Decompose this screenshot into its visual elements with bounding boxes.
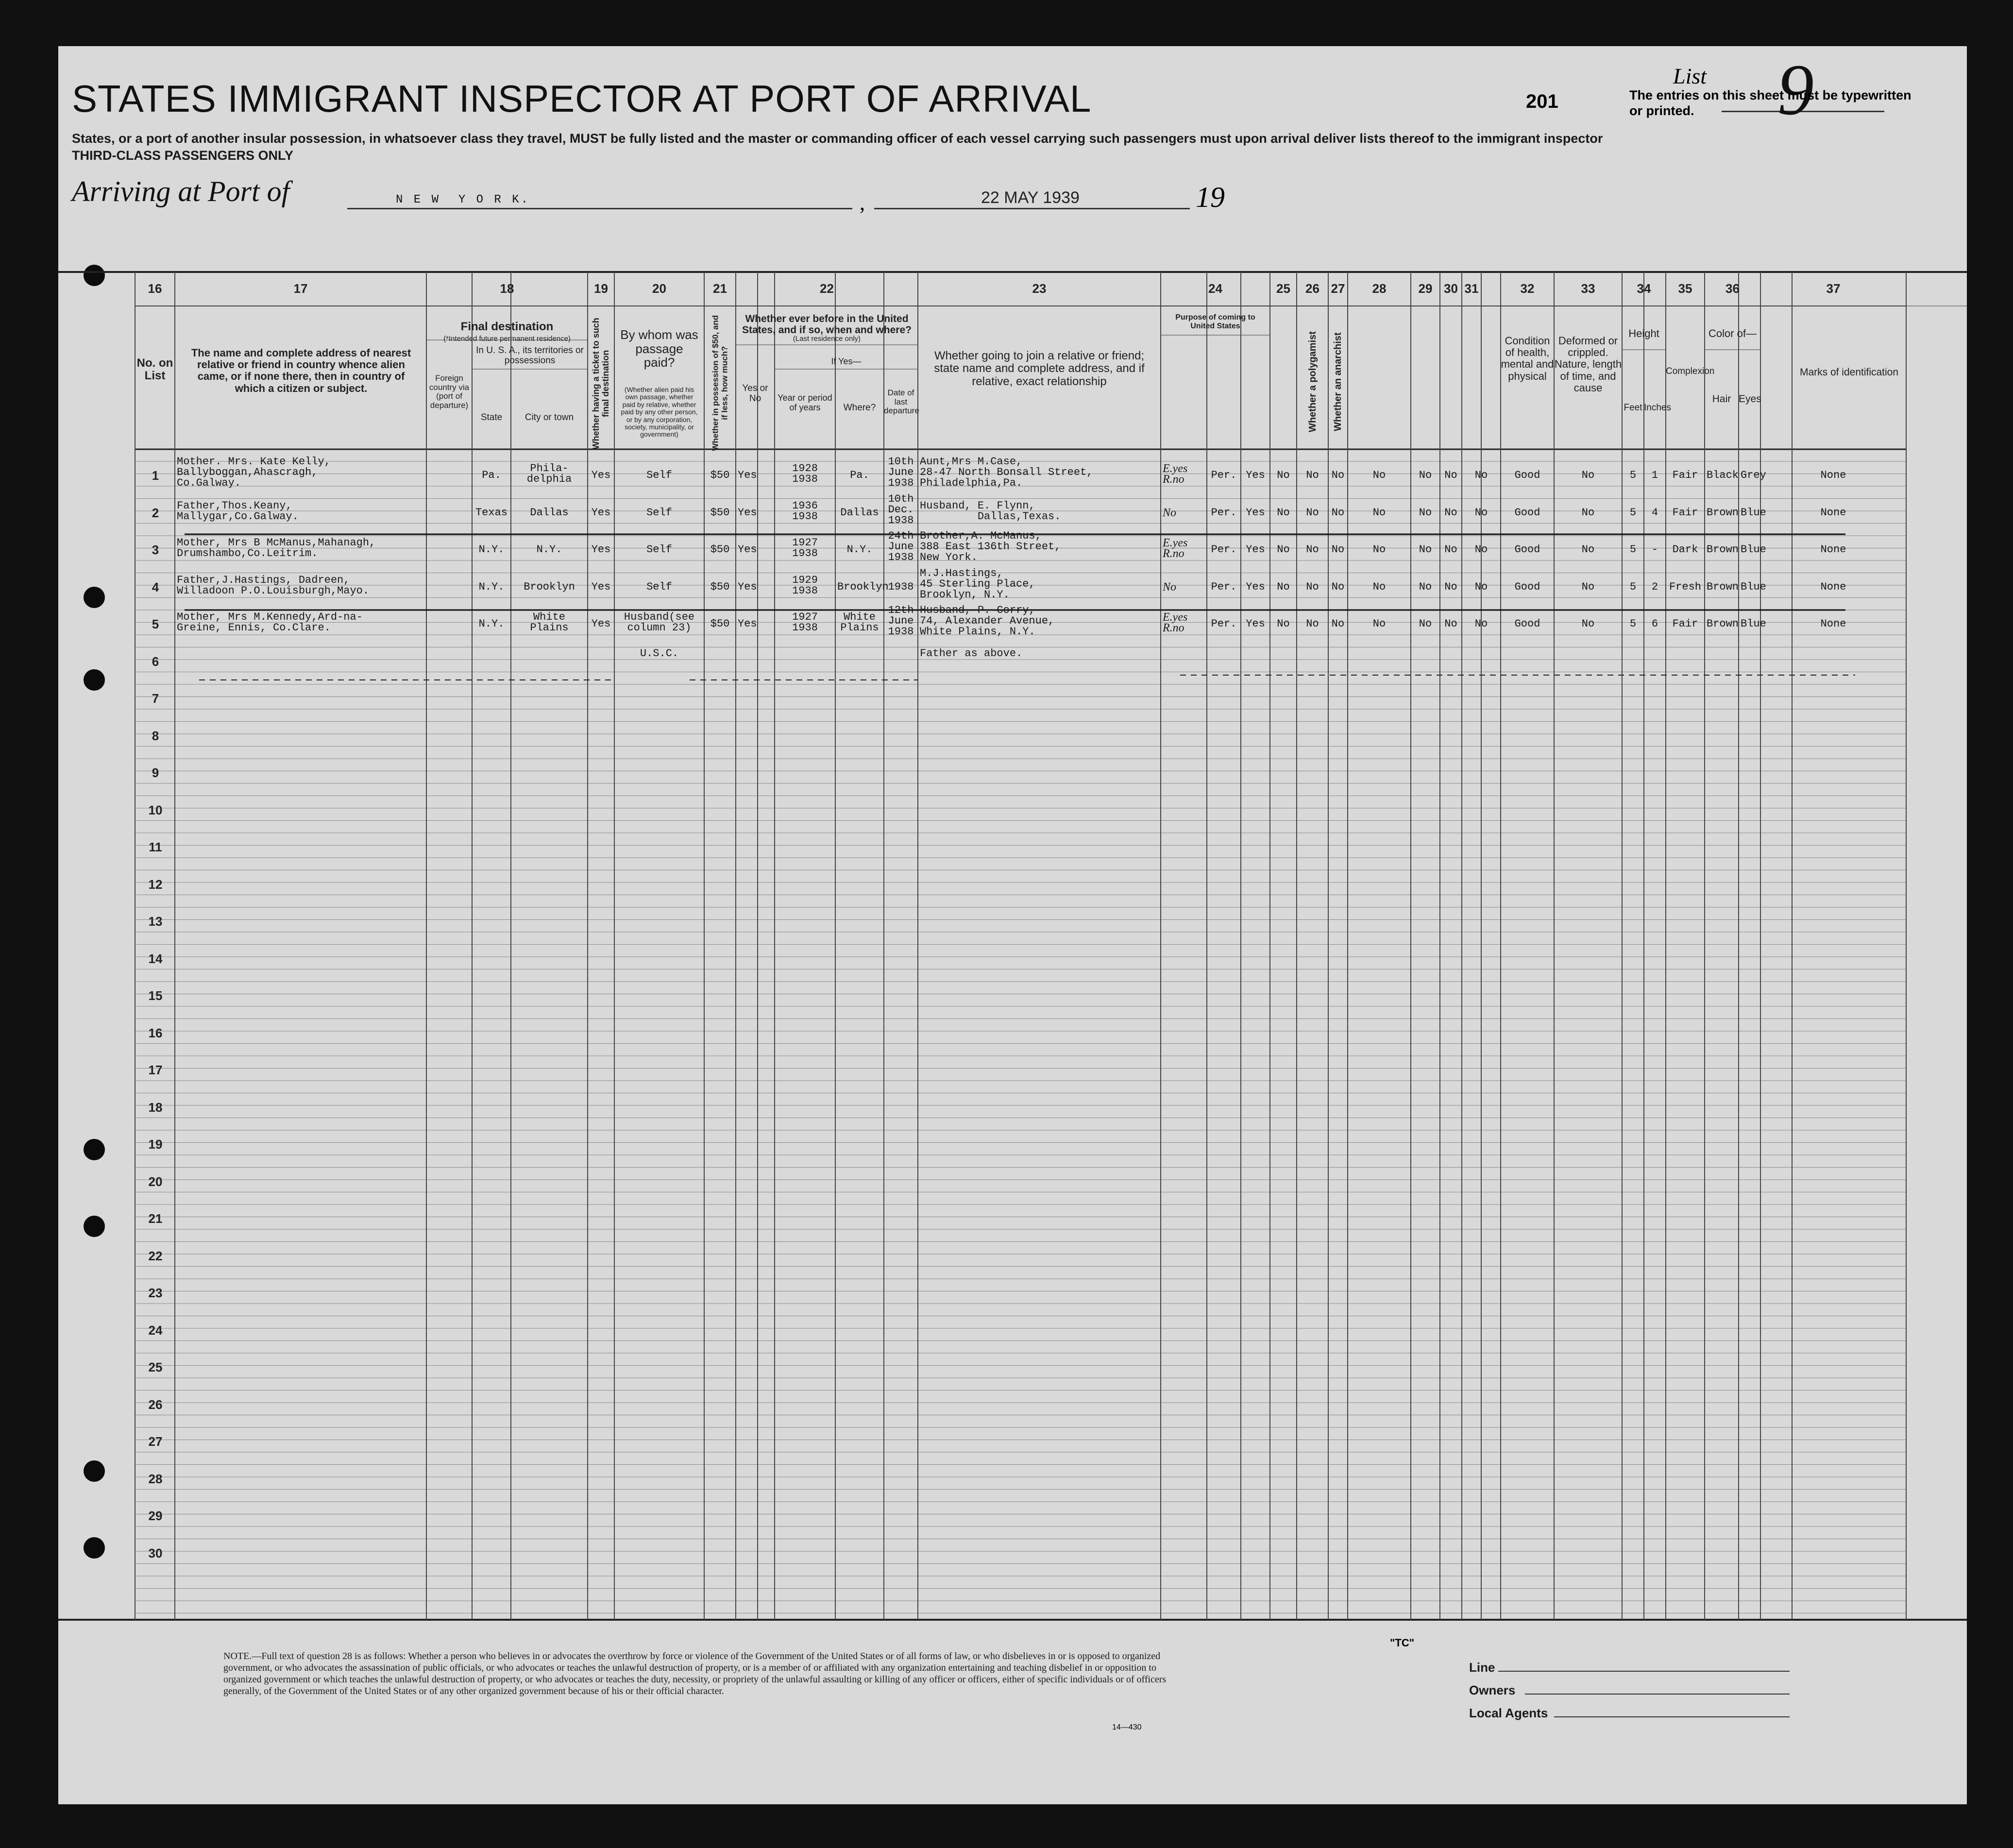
row-2-ticket: Yes — [591, 506, 611, 519]
row-5-complexion: Fair — [1672, 618, 1698, 630]
row-5-c25: No — [1277, 618, 1290, 630]
header-feet: Feet — [1624, 403, 1642, 413]
row-1-c28: No — [1372, 469, 1386, 481]
row-4-c28: No — [1372, 580, 1386, 593]
row-number: 4 — [152, 579, 159, 594]
header-ever-before-sub: (Last residence only) — [793, 335, 861, 343]
column-number: 34 — [1637, 281, 1651, 296]
row-4-inches: 2 — [1651, 580, 1658, 593]
row-2-health: Good — [1514, 506, 1540, 519]
column-number: 32 — [1520, 281, 1535, 296]
row-number: 20 — [148, 1174, 163, 1189]
row-4-years: 1929 1938 — [792, 574, 818, 597]
row-2-state: Texas — [475, 506, 507, 519]
row-number: 13 — [148, 914, 163, 929]
row-3-money: $50 — [710, 543, 730, 556]
row-4-hair: Brown — [1707, 580, 1739, 593]
column-number: 28 — [1372, 281, 1387, 296]
row-1-c31: No — [1474, 469, 1488, 481]
row-5-eyes: Blue — [1741, 618, 1766, 630]
row-1-ticket: Yes — [591, 469, 611, 481]
row-3-c31: No — [1474, 543, 1488, 556]
column-number: 24 — [1208, 281, 1222, 296]
row-3-relative: Mother, Mrs B McManus,Mahanagh, Drumshambo,Co.Leitrim. — [177, 537, 376, 559]
row-4-relative: Father,J.Hastings, Dadreen, Willadoon P.O.Louisburgh,Mayo. — [177, 574, 370, 597]
row-3-years: 1927 1938 — [792, 537, 818, 559]
row-2-complexion: Fair — [1672, 506, 1698, 519]
row-4-c30: No — [1444, 580, 1457, 593]
owners-underline — [1525, 1694, 1790, 1695]
tc-mark: "TC" — [1390, 1637, 1415, 1649]
column-number: 23 — [1032, 281, 1047, 296]
row-5-c27: No — [1331, 618, 1345, 630]
list-number: 9 — [1777, 50, 1814, 130]
row-3-departure: 24th June 1938 — [888, 530, 914, 563]
row-number: 23 — [148, 1286, 163, 1300]
row-5-c31: No — [1474, 618, 1488, 630]
row-3-hair: Brown — [1707, 543, 1739, 556]
row-4-state: N.Y. — [478, 580, 505, 593]
row-3-marks: None — [1820, 543, 1846, 556]
header-purpose: Purpose of coming to United States — [1175, 313, 1255, 330]
header-foreign-country: Foreign country via (port of departure) — [429, 373, 470, 410]
column-number: 20 — [652, 281, 666, 296]
footnote-question-28: NOTE.—Full text of question 28 is as follows: Whether a person who believes in or advocates the overthrow by force or violence of the Government of the United States or of all forms of law, or who disbelieves in or is opposed to organized government, or who advocates the assassination of public officials, or who advocates or teaches the unlawful destruction of property, or is a member of or affiliated with any organization entertaining and teaching disbelief in or opposition to organized government or which teaches the unlawful destruction of property, or who advocates or teaches the duty, necessity, or propriety of the unlawful assaulting or killing of any officer or officers, either of specific individuals or of officers generally, of the Government of the United States or of any other organized government because of his or their official character. — [223, 1651, 1167, 1696]
row-5-intend: Yes — [1246, 618, 1265, 630]
row-5-paid: Husband(see column 23) — [624, 611, 695, 634]
row-3-length: Per. — [1211, 543, 1237, 556]
column-number: 21 — [713, 281, 727, 296]
date-stamp: 22 MAY 1939 — [981, 188, 1080, 207]
row-1-c27: No — [1331, 469, 1345, 481]
row-5-money: $50 — [710, 618, 730, 630]
row-3-state: N.Y. — [478, 543, 505, 556]
row-4-ticket: Yes — [591, 580, 611, 593]
header-date-departure: Date of last departure — [884, 388, 919, 416]
row-4-c25: No — [1277, 580, 1290, 593]
row-4-joining: M.J.Hastings, 45 Sterling Place, Brooklyn, N.Y. — [920, 567, 1035, 601]
row-4-city: Brooklyn — [524, 580, 575, 593]
port-name: N E W Y O R K. — [396, 193, 530, 206]
column-number: 27 — [1331, 281, 1345, 296]
header-final-destination-sub: (*Intended future permanent residence) — [443, 335, 571, 343]
row-number: 21 — [148, 1211, 163, 1226]
row-2-years: 1936 1938 — [792, 499, 818, 523]
row-number: 18 — [148, 1100, 163, 1115]
header-no-on-list: No. on List — [136, 356, 173, 383]
row-3-c26: No — [1306, 543, 1319, 556]
row-number: 27 — [148, 1434, 163, 1449]
header-hair: Hair — [1712, 393, 1731, 405]
row-number: 25 — [148, 1360, 163, 1374]
row-3-city: N.Y. — [536, 543, 562, 556]
column-number: 17 — [293, 281, 308, 296]
row-2-hair: Brown — [1707, 506, 1739, 519]
header-color-of: Color of— — [1708, 327, 1757, 339]
row-2-paid: Self — [646, 506, 672, 519]
row-5-state: N.Y. — [478, 618, 505, 630]
row-4-yesno: Yes — [738, 580, 757, 593]
row-4-marks: None — [1820, 580, 1846, 593]
header-final-destination: Final destination — [460, 320, 554, 333]
header-nearest-relative: The name and complete address of nearest relative or friend in country whence alien came, or if none there, then in country of which a citizen or subject. — [191, 347, 411, 394]
row-3-eyes: Blue — [1741, 543, 1766, 556]
row-5-c30: No — [1444, 618, 1457, 630]
row-1-deformed: No — [1581, 469, 1595, 481]
row-number: 5 — [152, 617, 159, 631]
row-number: 29 — [148, 1509, 163, 1523]
row-1-length: Per. — [1211, 469, 1237, 481]
row-2-purpose: No — [1163, 506, 1177, 519]
row-3-joining: Brother,A. McManus, 388 East 136th Street, New York. — [920, 530, 1061, 563]
header-yes-no: Yes or No — [742, 383, 768, 404]
header-anarchist: Whether an anarchist — [1333, 332, 1343, 431]
row-5-c26: No — [1306, 618, 1319, 630]
row-number: 12 — [148, 877, 163, 892]
row-5-length: Per. — [1211, 618, 1237, 630]
stamp-number: 201 — [1526, 91, 1558, 112]
column-number: 19 — [594, 281, 608, 296]
row-4-c26: No — [1306, 580, 1319, 593]
row-2-feet: 5 — [1629, 506, 1637, 519]
row-3-yesno: Yes — [738, 543, 757, 556]
row-2-where: Dallas — [840, 506, 879, 519]
row-2-deformed: No — [1581, 506, 1595, 519]
row-1-departure: 10th June 1938 — [888, 456, 914, 489]
row-1-c29: No — [1419, 469, 1432, 481]
column-number: 31 — [1464, 281, 1479, 296]
row-number: 19 — [148, 1137, 163, 1152]
row-number: 9 — [152, 765, 159, 780]
row-3-c27: No — [1331, 543, 1345, 556]
column-number: 30 — [1444, 281, 1458, 296]
row-1-money: $50 — [710, 469, 730, 481]
row-number: 2 — [152, 505, 159, 520]
row-4-length: Per. — [1211, 580, 1237, 593]
row-number: 22 — [148, 1248, 163, 1263]
row-2-inches: 4 — [1651, 506, 1658, 519]
row-number: 1 — [152, 468, 159, 483]
header-inches: Inches — [1644, 403, 1671, 413]
row-3-c29: No — [1419, 543, 1432, 556]
row-2-departure: 10th Dec. 1938 — [888, 492, 914, 526]
line-label: Line — [1469, 1660, 1495, 1675]
row-1-c30: No — [1444, 469, 1457, 481]
header-complexion: Complexion — [1666, 366, 1715, 376]
header-year-period: Year or period of years — [778, 393, 832, 412]
row-3-intend: Yes — [1246, 543, 1265, 556]
header-if-yes: If Yes— — [831, 356, 862, 366]
agents-underline — [1554, 1716, 1790, 1717]
form-number: 14—430 — [1112, 1723, 1142, 1731]
row-5-c29: No — [1419, 618, 1432, 630]
column-number: 26 — [1305, 281, 1319, 296]
row-1-relative: Mother. Mrs. Kate Kelly, Ballyboggan,Ahascragh, Co.Galway. — [177, 456, 331, 489]
column-number: 29 — [1418, 281, 1433, 296]
header-condition: Condition of health, mental and physical — [1501, 335, 1554, 382]
row-5-city: White Plains — [530, 611, 569, 634]
row-5-purpose: E.yes R.no — [1163, 611, 1188, 634]
header-marks: Marks of identification — [1799, 367, 1899, 378]
row-2-eyes: Blue — [1741, 506, 1766, 519]
row-5-inches: 6 — [1651, 618, 1658, 630]
row-3-where: N.Y. — [846, 543, 873, 556]
row-5-where: White Plains — [840, 611, 879, 634]
row-number: 17 — [148, 1063, 163, 1077]
year-prefix: 19 — [1196, 181, 1225, 213]
local-agents-label: Local Agents — [1469, 1706, 1548, 1720]
header-joining: Whether going to join a relative or friend; state name and complete address, and if relative, exact relationship — [934, 349, 1145, 388]
row-number: 10 — [148, 802, 163, 817]
column-number: 37 — [1826, 281, 1841, 296]
row-4-intend: Yes — [1246, 580, 1265, 593]
row-1-hair: Black — [1707, 469, 1739, 481]
row-number: 15 — [148, 988, 163, 1003]
row-1-yesno: Yes — [738, 469, 757, 481]
row-1-c25: No — [1277, 469, 1290, 481]
row-4-c29: No — [1419, 580, 1432, 593]
row-number: 7 — [152, 691, 159, 706]
header-passage-paid-sub: (Whether alien paid his own passage, whether paid by relative, whether paid by any other person, or by any corporation, society, municipality, or government) — [621, 386, 698, 439]
header-ticket: Whether having a ticket to such final destination — [591, 318, 610, 450]
row-number: 30 — [148, 1545, 163, 1560]
row-4-paid: Self — [646, 580, 672, 593]
row-3-health: Good — [1514, 543, 1540, 556]
row-5-years: 1927 1938 — [792, 611, 818, 634]
row-1-intend: Yes — [1246, 469, 1265, 481]
row-1-purpose: E.yes R.no — [1163, 462, 1188, 486]
page-title: STATES IMMIGRANT INSPECTOR AT PORT OF ARRIVAL — [72, 77, 1092, 120]
row-number: 11 — [149, 840, 162, 854]
row-3-deformed: No — [1581, 543, 1595, 556]
row-4-feet: 5 — [1629, 580, 1637, 593]
row-4-money: $50 — [710, 580, 730, 593]
row-number: 16 — [148, 1025, 163, 1040]
row-3-complexion: Dark — [1672, 543, 1698, 556]
row-4-eyes: Blue — [1741, 580, 1766, 593]
header-state: State — [480, 412, 503, 423]
row-5-relative: Mother, Mrs M.Kennedy,Ard-na- Greine, Ennis, Co.Clare. — [177, 611, 363, 634]
instruction-text: States, or a port of another insular possession, in whatsoever class they travel, MUST be fully listed and the master or commanding officer of each vessel carrying such passengers must upon arrival deliver lists thereof to the immigrant inspector — [72, 131, 1603, 146]
row-5-marks: None — [1820, 618, 1846, 630]
header-ever-before: Whether ever before in the United States, and if so, when and where? — [742, 313, 912, 336]
row-1-complexion: Fair — [1672, 469, 1698, 481]
line-underline — [1498, 1671, 1790, 1672]
comma: , — [860, 191, 865, 215]
row-4-health: Good — [1514, 580, 1540, 593]
header-passage-paid: By whom was passage paid? — [620, 327, 698, 370]
row-4-c31: No — [1474, 580, 1488, 593]
row-1-where: Pa. — [850, 469, 869, 481]
row-5-c28: No — [1372, 618, 1386, 630]
row-2-c27: No — [1331, 506, 1345, 519]
row-3-c30: No — [1444, 543, 1457, 556]
row-2-c26: No — [1306, 506, 1319, 519]
row-5-health: Good — [1514, 618, 1540, 630]
column-number: 16 — [148, 281, 162, 296]
row-1-state: Pa. — [482, 469, 501, 481]
row-2-c25: No — [1277, 506, 1290, 519]
row-6-paid: U.S.C. — [640, 647, 679, 660]
row-number: 3 — [152, 543, 159, 557]
row-2-c31: No — [1474, 506, 1488, 519]
row-2-city: Dallas — [530, 506, 569, 519]
entries-note: The entries on this sheet must be typewritten or printed. — [1629, 88, 1912, 118]
header-eyes: Eyes — [1739, 393, 1761, 405]
row-5-yesno: Yes — [738, 618, 757, 630]
column-number: 35 — [1678, 281, 1692, 296]
row-1-health: Good — [1514, 469, 1540, 481]
owners-label: Owners — [1469, 1683, 1516, 1697]
row-number: 6 — [152, 654, 159, 669]
row-number: 28 — [148, 1471, 163, 1486]
row-2-joining: Husband, E. Flynn, Dallas,Texas. — [920, 499, 1061, 523]
row-3-c25: No — [1277, 543, 1290, 556]
header-height: Height — [1628, 327, 1659, 339]
row-3-purpose: E.yes R.no — [1163, 537, 1188, 560]
row-2-length: Per. — [1211, 506, 1237, 519]
row-5-feet: 5 — [1629, 618, 1637, 630]
column-number: 36 — [1725, 281, 1740, 296]
row-5-hair: Brown — [1707, 618, 1739, 630]
row-6-joining: Father as above. — [920, 647, 1023, 660]
column-number: 33 — [1581, 281, 1595, 296]
row-3-feet: 5 — [1629, 543, 1637, 556]
row-2-marks: None — [1820, 506, 1846, 519]
row-1-city: Phila- delphia — [526, 462, 572, 485]
row-4-c27: No — [1331, 580, 1345, 593]
row-1-feet: 5 — [1629, 469, 1637, 481]
row-4-deformed: No — [1581, 580, 1595, 593]
row-number: 14 — [148, 951, 163, 966]
arriving-label: Arriving at Port of — [72, 175, 290, 207]
row-1-years: 1928 1938 — [792, 462, 818, 485]
row-5-ticket: Yes — [591, 618, 611, 630]
row-3-ticket: Yes — [591, 543, 611, 556]
row-2-c29: No — [1419, 506, 1432, 519]
header-money: Whether in possession of $50, and if less, how much? — [710, 315, 729, 451]
header-city: City or town — [524, 412, 574, 423]
list-label: List — [1673, 64, 1707, 88]
row-4-where: Brooklyn — [837, 580, 889, 593]
header-in-usa: In U. S. A., its territories or possessions — [476, 345, 584, 366]
row-5-joining: Husband, P. Corry, 74, Alexander Avenue, White Plains, N.Y. — [920, 604, 1055, 638]
row-4-purpose: No — [1163, 580, 1177, 593]
row-4-departure: 1938 — [888, 580, 914, 593]
header-polygamist: Whether a polygamist — [1307, 331, 1318, 432]
row-2-relative: Father,Thos.Keany, Mallygar,Co.Galway. — [177, 499, 299, 523]
row-3-paid: Self — [646, 543, 672, 556]
row-2-intend: Yes — [1246, 506, 1265, 519]
row-1-paid: Self — [646, 469, 672, 481]
row-number: 8 — [152, 728, 159, 743]
row-3-c28: No — [1372, 543, 1386, 556]
row-1-joining: Aunt,Mrs M.Case, 28-47 North Bonsall Street, Philadelphia,Pa. — [920, 456, 1093, 489]
row-1-eyes: Grey — [1741, 469, 1766, 481]
column-number: 25 — [1276, 281, 1290, 296]
row-1-marks: None — [1820, 469, 1846, 481]
column-number: 22 — [820, 281, 834, 296]
row-5-departure: 12th June 1938 — [888, 604, 914, 638]
row-3-inches: - — [1651, 543, 1658, 556]
row-2-c30: No — [1444, 506, 1457, 519]
row-2-yesno: Yes — [738, 506, 757, 519]
row-1-c26: No — [1306, 469, 1319, 481]
row-number: 26 — [148, 1397, 163, 1412]
header-where: Where? — [843, 403, 876, 413]
row-5-deformed: No — [1581, 618, 1595, 630]
class-note: THIRD-CLASS PASSENGERS ONLY — [72, 148, 294, 163]
row-4-complexion: Fresh — [1669, 580, 1701, 593]
row-2-c28: No — [1372, 506, 1386, 519]
row-2-money: $50 — [710, 506, 730, 519]
row-1-inches: 1 — [1651, 469, 1658, 481]
header-deformed: Deformed or crippled. Nature, length of time, and cause — [1554, 335, 1622, 394]
column-number: 18 — [500, 281, 514, 296]
row-number: 24 — [148, 1322, 163, 1338]
